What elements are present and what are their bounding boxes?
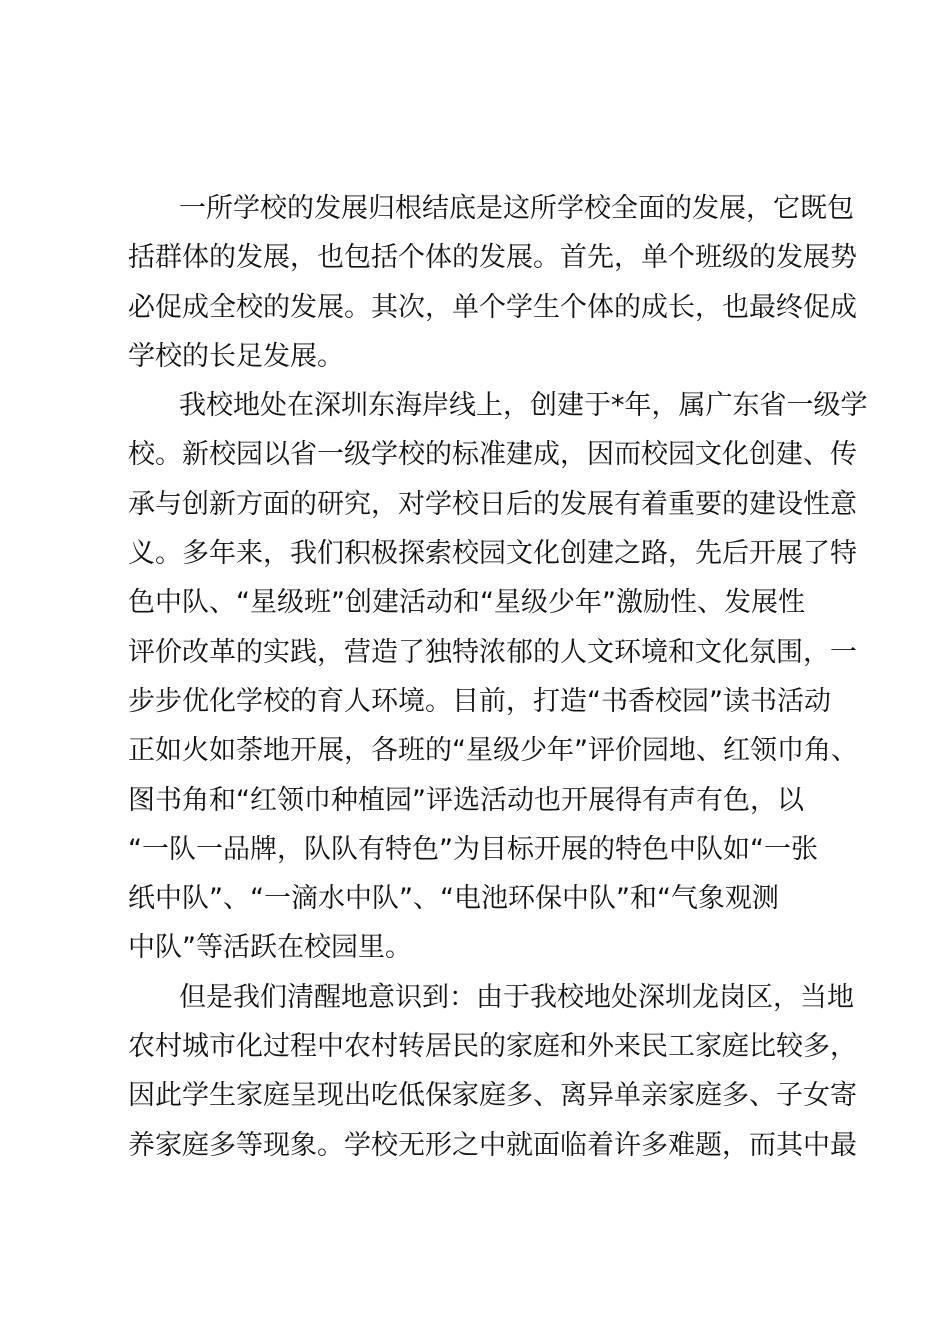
paragraph-3 [128, 973, 857, 1170]
text-line: 农村城市化过程中农村转居民的家庭和外来民工家庭比较多， [128, 1031, 857, 1063]
text-line: 正如火如荼地开展，各班的“星级少年”评价园地、红领巾角、 [128, 735, 858, 767]
document-body [128, 184, 868, 1170]
text-line: 学校的长足发展。 [128, 340, 344, 372]
text-line: 色中队、“星级班”创建活动和“星级少年”激励性、发展性 [128, 587, 805, 619]
text-line: 义。多年来，我们积极探索校园文化创建之路，先后开展了特 [128, 538, 857, 570]
text-line: 我校地处在深圳东海岸线上，创建于*年，属广东省一级学 [179, 390, 868, 422]
text-line: 承与创新方面的研究，对学校日后的发展有着重要的建设性意 [128, 488, 857, 520]
text-line: 图书角和“红领巾种植园”评选活动也开展得有声有色，以 [128, 784, 804, 816]
text-line: 括群体的发展，也包括个体的发展。首先，单个班级的发展势 [128, 242, 857, 274]
text-line: 纸中队”、“一滴水中队”、“电池环保中队”和“气象观测 [128, 883, 779, 915]
paragraph-2 [128, 381, 868, 973]
text-line: 但是我们清醒地意识到：由于我校地处深圳龙岗区，当地 [179, 981, 854, 1013]
text-line: 中队”等活跃在校园里。 [128, 932, 412, 964]
text-line: 养家庭多等现象。学校无形之中就面临着许多难题，而其中最 [128, 1129, 857, 1161]
text-line: 评价改革的实践，营造了独特浓郁的人文环境和文化氛围，一 [128, 636, 857, 668]
paragraph-1 [128, 184, 857, 381]
text-line: 校。新校园以省一级学校的标准建成，因而校园文化创建、传 [128, 439, 857, 471]
text-line: 必促成全校的发展。其次，单个学生个体的成长，也最终促成 [128, 291, 857, 323]
text-line: “一队一品牌，队队有特色”为目标开展的特色中队如“一张 [128, 833, 818, 865]
text-line: 因此学生家庭呈现出吃低保家庭多、离异单亲家庭多、子女寄 [128, 1080, 857, 1112]
text-line: 一所学校的发展归根结底是这所学校全面的发展，它既包 [179, 193, 854, 224]
text-line: 步步优化学校的育人环境。目前，打造“书香校园”读书活动 [128, 685, 831, 717]
